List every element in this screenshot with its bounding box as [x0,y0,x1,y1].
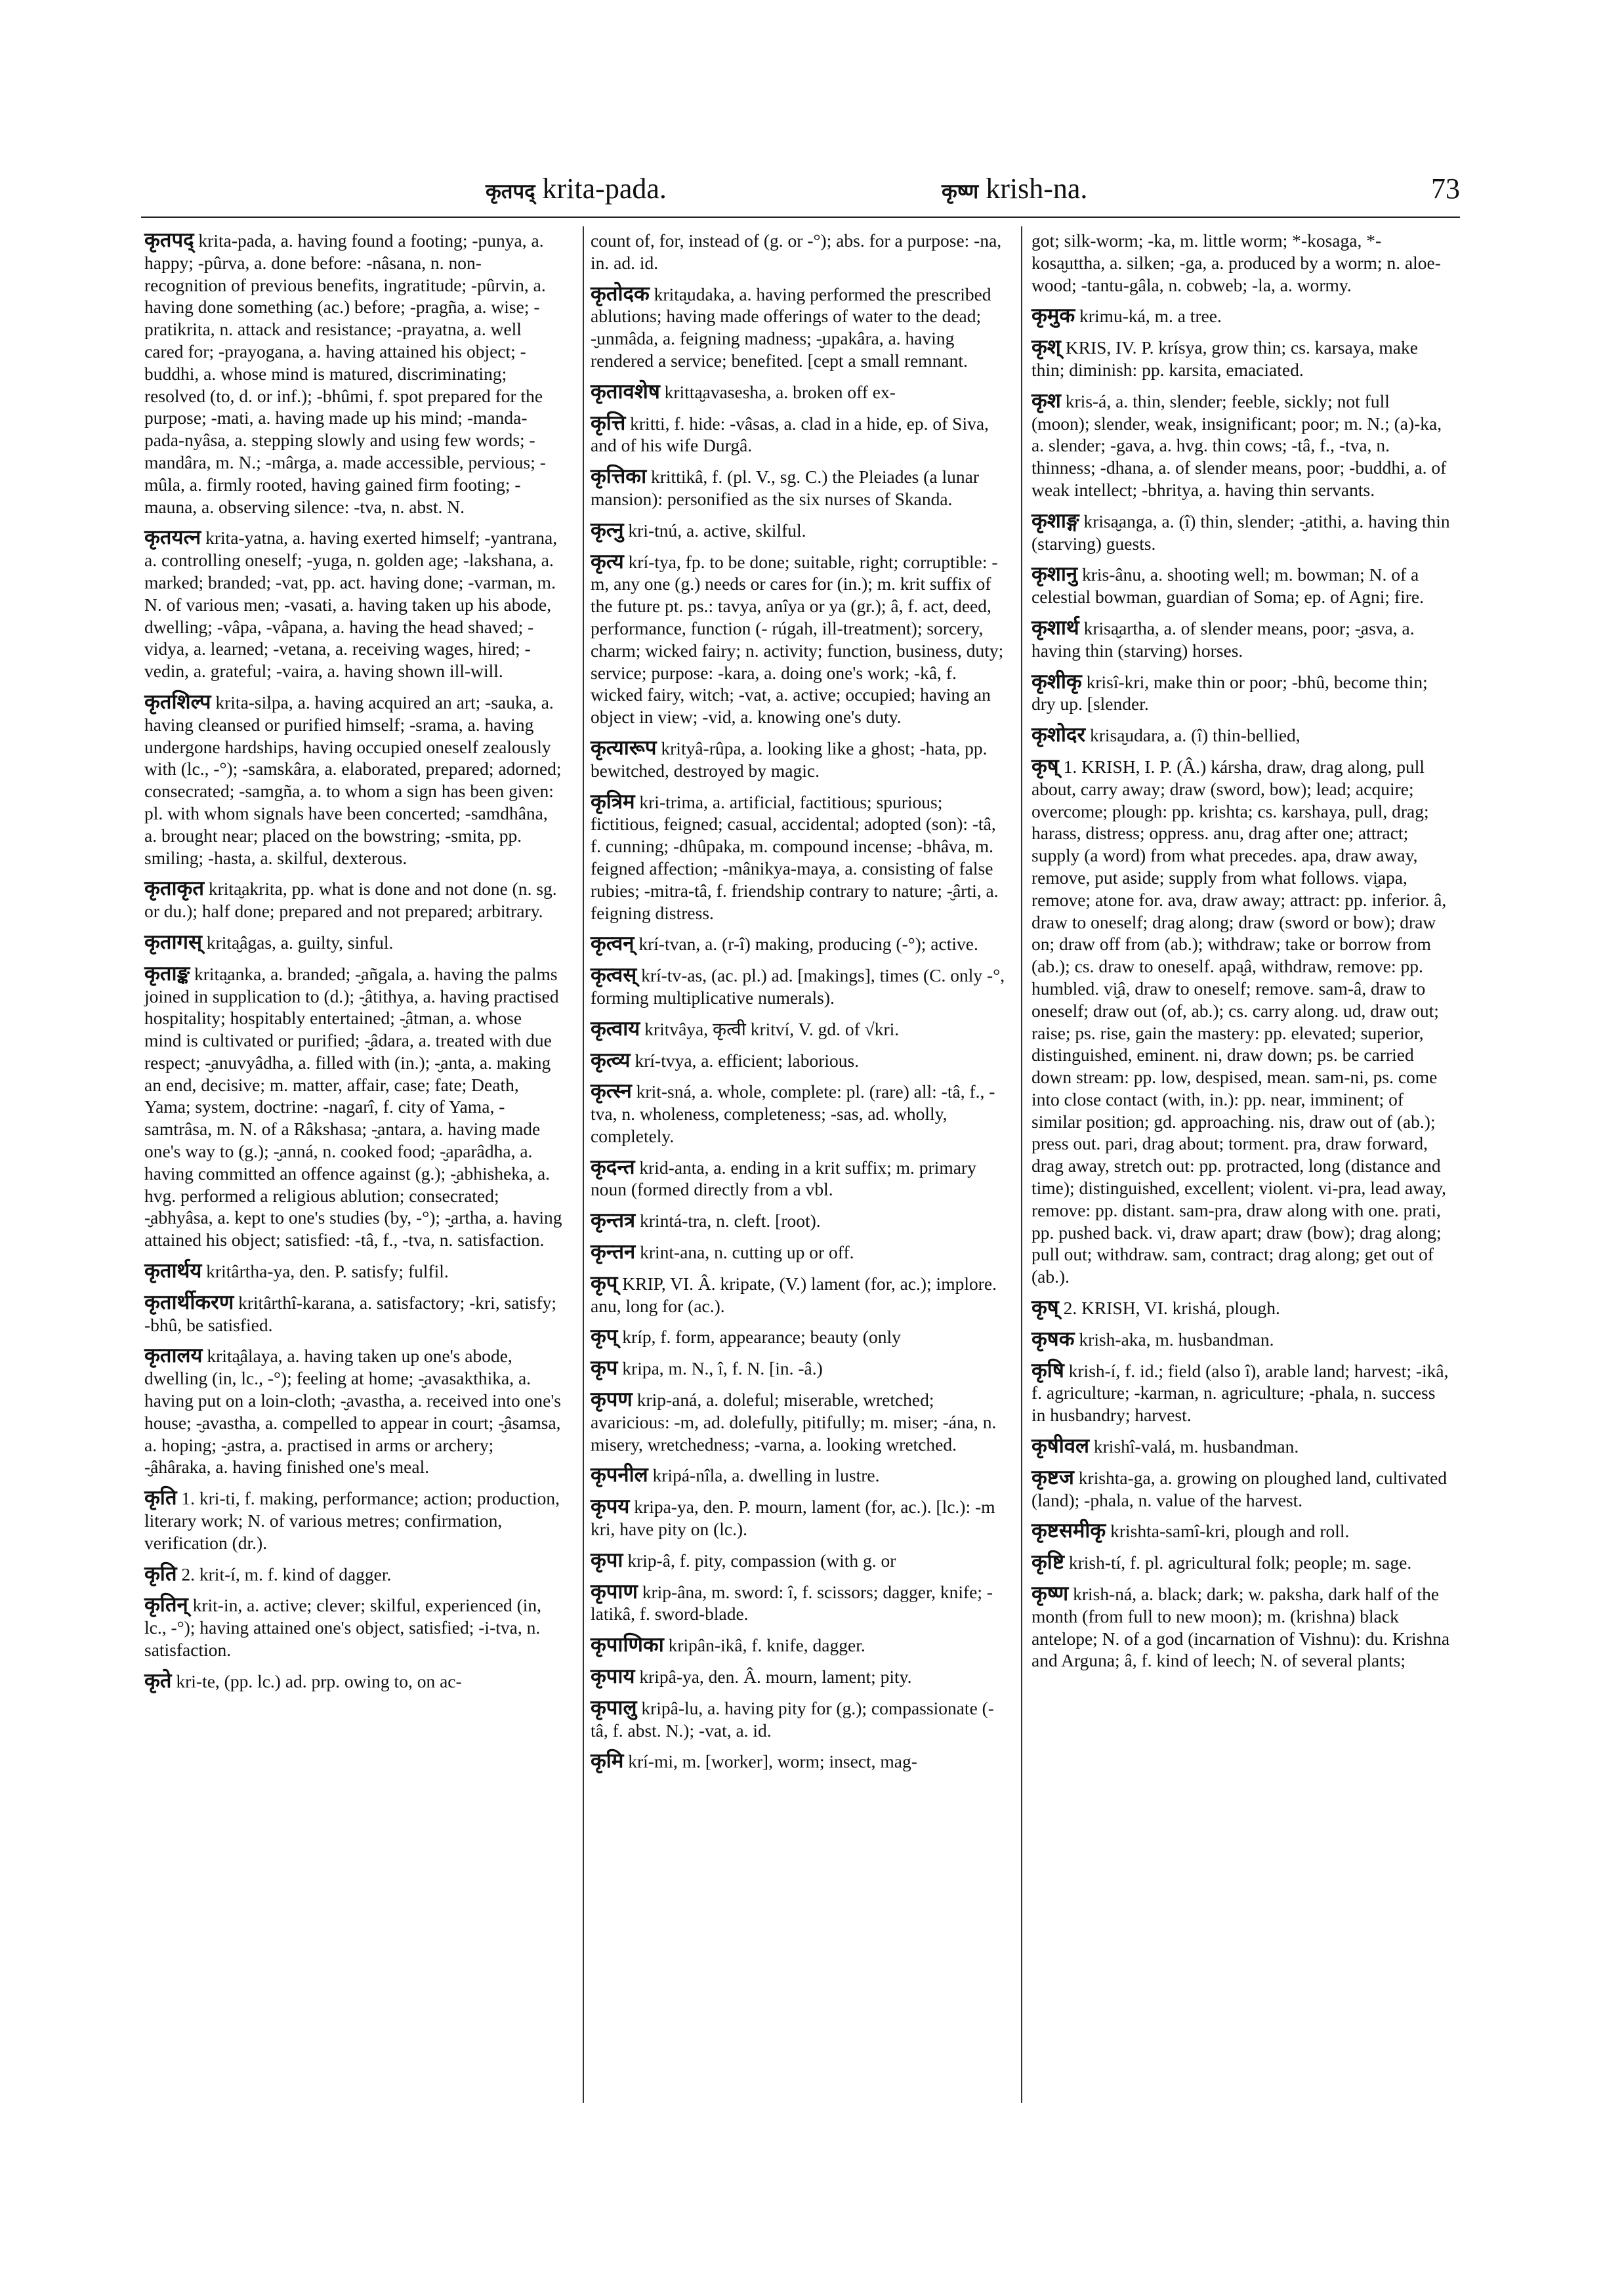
entry-definition-text: krish-tí, f. pl. agricultural folk; people; m. sage. [1068,1552,1412,1573]
entry-definition-text: KRIP, VI. Â. kripate, (V.) lament (for, ac.); implore. anu, long for (ac.). [591,1273,997,1316]
dictionary-entry [1031,1467,1450,1512]
dictionary-entry [144,1670,563,1693]
dictionary-entry [1031,671,1450,716]
dictionary-entry [591,1157,1009,1201]
entry-headword-devanagari: कृतयत्न [144,526,201,550]
entry-headword-devanagari: कृत्तिका [591,465,647,489]
dictionary-entry [1031,724,1450,747]
entry-definition-text: krita-pada, a. having found a footing; -punya, a. happy; -pûrva, a. done before: -nâsana, n. non-recognition of previous benefits, ingratitude; -pûrvin, a. having done something (ac.) before; -pragña, a. wise; -pratikrita, n. attack and resistance; -prayatna, a. well cared for; -prayogana, a. having attained his object; -buddhi, a. whose mind is matured, discriminating; resolved (to, d. or inf.); -bhûmi, f. spot prepared for the purpose; -mati, a. having made up his mind; -manda-pada-nyâsa, a. stepping slowly and using few words; -mandâra, m. N.; -mârga, a. made accessible, pervious; -mûla, a. firmly rooted, having gained firm footing; -mauna, a. observing silence: -tva, n. abst. N. [144,230,546,517]
dictionary-entry [1031,1552,1450,1574]
dictionary-entry [591,1666,1009,1688]
entry-headword-devanagari: कृष्टि [1031,1550,1064,1575]
entry-definition-text: krint-ana, n. cutting up or off. [640,1242,854,1263]
dictionary-entry [591,230,1009,274]
entry-headword-devanagari: कृष्टसमीकृ [1031,1519,1106,1543]
dictionary-entry [591,1581,1009,1626]
entry-headword-devanagari: कृशीकृ [1031,669,1082,693]
header-left-translit: krita-pada. [542,173,667,205]
dictionary-entry [1031,1329,1450,1351]
dictionary-entry [144,527,563,682]
dictionary-entry [1031,1297,1450,1319]
entry-headword-devanagari: कृष्टज [1031,1465,1074,1489]
entry-headword-devanagari: कृमुक [1031,304,1075,328]
entry-definition-text: count of, for, instead of (g. or -°); abs. for a purpose: -na, in. ad. id. [591,230,1002,273]
column-2 [591,230,1009,1782]
entry-definition-text: kri-te, (pp. lc.) ad. prp. owing to, on ac- [176,1670,462,1691]
entry-headword-devanagari: कृपालु [591,1695,637,1720]
entry-definition-text: krí-tya, fp. to be done; suitable, right; corruptible: -m, any one (g.) needs or cares for (in.); m. krit suffix of the future pt. ps.: tavya, anîya or ya (gr.); â, f. act, deed, performance, function (- rúgah, ill-treatment); sorcery, charm; wicked fairy; n. activity; function, business, duty; service; purpose: -kara, a. doing one's work; -kâ, f. wicked fairy, witch; -vat, a. active; occupied; having an object in view; -vid, a. knowing one's duty. [591,551,1004,728]
entry-definition-text: kríp, f. form, appearance; beauty (only [622,1327,901,1348]
entry-headword-devanagari: कृदन्त [591,1155,635,1179]
dictionary-entry [1031,1520,1450,1542]
entry-definition-text: krisa̮anga, a. (î) thin, slender; -̮atithi, a. having thin (starving) guests. [1031,510,1450,554]
dictionary-entry [591,1050,1009,1072]
entry-definition-text: 2. KRISH, VI. krishá, plough. [1063,1298,1280,1319]
dictionary-entry [591,1241,1009,1264]
entry-headword-devanagari: कृत्य [591,549,624,573]
dictionary-entry [591,933,1009,955]
entry-headword-devanagari: कृतपद् [144,228,194,252]
entry-definition-text: krip-â, f. pity, compassion (with g. or [627,1550,896,1571]
entry-headword-devanagari: कृतशिल्प [144,690,211,714]
entry-headword-devanagari: कृत्ति [591,411,626,435]
entry-headword-devanagari: कृन्तत्र [591,1209,636,1233]
entry-definition-text: krish-ná, a. black; dark; w. paksha, dark half of the month (from full to new moon); m. (krishna) black antelope; N. of a god (incarnation of Vishnu): du. Krishna and Arguna; â, f. kind of leech; N. of several plants; [1031,1584,1450,1671]
dictionary-entry [591,1634,1009,1657]
entry-definition-text: krip-aná, a. doleful; miserable, wretched; avaricious: -m, ad. dolefully, pitifully; m. miser; -ána, n. misery, wretchedness; -varna, a. looking wretched. [591,1390,997,1455]
dictionary-entry [1031,305,1450,327]
entry-headword-devanagari: कृषक [1031,1327,1075,1351]
entry-definition-text: krí-tvan, a. (r-î) making, producing (-°); active. [638,934,978,955]
entry-definition-text: kripa-ya, den. P. mourn, lament (for, ac.). [lc.): -m kri, have pity on (lc.). [591,1497,995,1540]
entry-definition-text: kripá-nîla, a. dwelling in lustre. [652,1465,880,1486]
entry-headword-devanagari: कृत्नु [591,518,624,542]
entry-definition-text: krityâ-rûpa, a. looking like a ghost; -hata, pp. bewitched, destroyed by magic. [591,737,988,781]
dictionary-entry [591,1496,1009,1540]
header-left-term [486,172,667,205]
entry-definition-text: krishta-samî-kri, plough and roll. [1110,1521,1350,1542]
entry-definition-text: 2. krit-í, m. f. kind of dagger. [181,1563,392,1584]
dictionary-entry [1031,510,1450,555]
dictionary-entry [144,1260,563,1283]
entry-definition-text: krishî-valá, m. husbandman. [1093,1436,1299,1457]
entry-headword-devanagari: कृतार्थय [144,1259,202,1283]
entry-headword-devanagari: कृतोदक [591,281,650,306]
entry-definition-text: krintá-tra, n. cleft. [root). [640,1210,821,1231]
entry-headword-devanagari: कृत्स्न [591,1079,632,1104]
dictionary-entry [591,283,1009,372]
dictionary-entry [1031,337,1450,381]
dictionary-entry [591,1081,1009,1147]
dictionary-entry [591,1697,1009,1742]
header-center-translit: krish-na. [986,173,1088,205]
entry-definition-text: KRIS, IV. P. krísya, grow thin; cs. karsaya, make thin; diminish: pp. karsita, emaciated. [1031,337,1418,380]
dictionary-entry [591,737,1009,782]
dictionary-entry [1031,564,1450,608]
entry-definition-text: krí-tvya, a. efficient; laborious. [635,1050,860,1071]
dictionary-entry [591,964,1009,1009]
entry-headword-devanagari: कृत्रिम [591,789,635,814]
running-header [141,172,1460,211]
entry-definition-text: kripân-ikâ, f. knife, dagger. [668,1635,865,1656]
entry-headword-devanagari: कृते [144,1668,172,1693]
entry-definition-text: krittikâ, f. (pl. V., sg. C.) the Pleiades (a lunar mansion): personified as the six nurses of Skanda. [591,466,979,509]
entry-headword-devanagari: कृषि [1031,1358,1064,1382]
entry-headword-devanagari: कृतिन् [144,1593,188,1617]
entry-headword-devanagari: कृश् [1031,335,1061,360]
dictionary-entry [1031,1583,1450,1672]
dictionary-entry [591,413,1009,457]
entry-headword-devanagari: कृतालय [144,1344,203,1368]
dictionary-entry [591,1750,1009,1773]
entry-headword-devanagari: कृत्वस् [591,963,637,987]
entry-definition-text: krish-í, f. id.; field (also î), arable land; harvest; -ikâ, f. agriculture; -karman, n. agriculture; -phala, n. success in husbandry; harvest. [1031,1360,1449,1426]
dictionary-entry [591,1210,1009,1232]
entry-headword-devanagari: कृशानु [1031,562,1078,587]
entry-headword-devanagari: कृपाय [591,1664,635,1689]
entry-headword-devanagari: कृश [1031,388,1061,413]
entry-definition-text: krita-silpa, a. having acquired an art; -sauka, a. having cleansed or purified himself; -srama, a. having undergone hardships, having occupied oneself zealously with (lc., -°); -samskâra, a. elaborated, prepared; adorned; consecrated; -samgña, a. to whom a sign has been given: pl. with whom signals have been concerted; -samdhâna, a. brought near; placed on the bowstring; -smita, pp. smiling; -hasta, a. skilful, dexterous. [144,692,562,868]
entry-definition-text: kri-trima, a. artificial, factitious; spurious; fictitious, feigned; casual, accidental; adopted (son): -tâ, f. cunning; -dhûpaka, m. compound incense; -bhâva, m. feigned affection; -mânikya-maya, a. consisting of false rubies; -mitra-tâ, f. friendship contrary to nature; -̮ârti, a. feigning distress. [591,791,999,923]
entry-headword-devanagari: कृत्वाय [591,1016,640,1041]
dictionary-entry [591,1018,1009,1041]
entry-definition-text: krimu-ká, m. a tree. [1079,306,1222,327]
entry-definition-text: kri-tnú, a. active, skilful. [628,520,806,541]
entry-definition-text: 1. kri-ti, f. making, performance; action; production, literary work; N. of various metres; confirmation, verification (dr.). [144,1488,560,1553]
entry-definition-text: kritti, f. hide: -vâsas, a. clad in a hide, ep. of Siva, and of his wife Durgâ. [591,413,989,456]
dictionary-entry [591,1464,1009,1487]
entry-headword-devanagari: कृशाङ्ग [1031,508,1079,533]
dictionary-entry [144,1487,563,1554]
entry-headword-devanagari: कृषीवल [1031,1434,1090,1458]
entry-headword-devanagari: कृपाण [591,1579,638,1603]
dictionary-entry [591,1550,1009,1572]
dictionary-entry [144,230,563,518]
entry-definition-text: krita-yatna, a. having exerted himself; -yantrana, a. controlling oneself; -yuga, n. golden age; -lakshana, a. marked; branded; -vat, pp. act. having done; -varman, m. N. of various men; -vasati, a. having taken up his abode, dwelling; -vâpa, -vâpana, a. having the head shaved; -vidya, a. learned; -vetana, a. receiving wages, hired; -vedin, a. grateful; -vaira, a. having shown ill-will. [144,527,558,682]
entry-headword-devanagari: कृपा [591,1548,623,1572]
dictionary-entry [591,1357,1009,1380]
entry-definition-text: 1. KRISH, I. P. (Â.) kársha, draw, drag along, pull about, carry away; draw (sword, bow); lead; acquire; overcome; plough: pp. krishta; cs. karshaya, pull, drag; harass, distress; oppress. anu, drag after one; attract; supply (a word) from what precedes. apa, draw away, remove, put aside; supply from what follows. vi̮apa, remove; atone for. ava, draw away; attract: pp. inferior. â, draw to oneself; drag along; draw (sword or bow); draw on; draw off from (ab.); withdraw; take or borrow from (ab.); cs. draw to oneself. apa̮â, withdraw, remove: pp. humbled. vi̮â, draw to oneself; remove. sam-â, draw to oneself; draw out (of, ab.); cs. carry along. ud, draw out; raise; ps. rise, gain the mastery: pp. elevated; superior, distinguished, eminent. ni, draw down; ps. be carried down stream: pp. low, despised, mean. sam-ni, ps. come into close contact (with, in.): pp. near, imminent; of similar position; gd. approaching. nis, draw out of (ab.); press out. pari, drag about; torment. pra, draw forward, drag away, stretch out: pp. protracted, long (distance and time); distinguished, excellent; violent. vi-pra, lead away, remove: pp. distant. sam-pra, draw along with one. prati, pp. pushed back. vi, draw apart; draw (bow); drag along; pull out; withdraw. sam, contract; drag along; get out of (ab.). [1031,756,1447,1287]
entry-headword-devanagari: कृशार्थ [1031,615,1079,640]
entry-definition-text: kripâ-lu, a. having pity for (g.); compassionate (-tâ, f. abst. N.); -vat, a. id. [591,1697,994,1741]
entry-definition-text: kris-ânu, a. shooting well; m. bowman; N. of a celestial bowman, guardian of Soma; ep. of Agni; fire. [1031,564,1424,608]
dictionary-entry [144,963,563,1251]
entry-definition-text: krisî-kri, make thin or poor; -bhû, become thin; dry up. [slender. [1031,671,1428,714]
dictionary-entry [591,381,1009,403]
page-number: 73 [1431,173,1460,205]
entry-headword-devanagari: कृप् [591,1325,618,1349]
dictionary-entry [1031,617,1450,662]
entry-headword-devanagari: कृप [591,1356,618,1380]
entry-definition-text: got; silk-worm; -ka, m. little worm; *-kosaga, *-kosa̮uttha, a. silken; -ga, a. produced by a worm; n. aloe-wood; -tantu-gâla, n. cobweb; -la, a. wormy. [1031,230,1441,295]
entry-definition-text: krita̮udaka, a. having performed the prescribed ablutions; having made offerings of water to the dead; -̮unmâda, a. feigning madness; -̮upakâra, a. having rendered a service; benefited. [cept a small remnant. [591,283,991,371]
entry-definition-text: krit-sná, a. whole, complete: pl. (rare) all: -tâ, f., -tva, n. wholeness, completeness; -sas, ad. wholly, completely. [591,1081,995,1146]
entry-headword-devanagari: कृताकृत [144,877,204,901]
entry-definition-text: krish-aka, m. husbandman. [1079,1329,1274,1350]
entry-definition-text: kritârtha-ya, den. P. satisfy; fulfil. [206,1261,449,1282]
entry-headword-devanagari: कृन्तन [591,1240,636,1264]
dictionary-entry [144,1292,563,1336]
entry-definition-text: krip-âna, m. sword: î, f. scissors; dagger, knife; -latikâ, f. sword-blade. [591,1581,993,1624]
dictionary-entry [144,1594,563,1661]
dictionary-entry [144,932,563,954]
entry-headword-devanagari: कृपाणिका [591,1633,664,1657]
entry-headword-devanagari: कृष् [1031,1296,1059,1320]
entry-definition-text: kritârthî-karana, a. satisfactory; -kri, satisfy; -bhû, be satisfied. [144,1292,557,1335]
dictionary-entry [591,1389,1009,1455]
entry-definition-text: krishta-ga, a. growing on ploughed land, cultivated (land); -phala, n. value of the harvest. [1031,1467,1447,1510]
entry-headword-devanagari: कृमि [591,1749,624,1773]
entry-headword-devanagari: कृष् [1031,754,1059,778]
entry-definition-text: krisa̮udara, a. (î) thin-bellied, [1089,725,1301,746]
entry-definition-text: krita̮âgas, a. guilty, sinful. [206,932,394,953]
entry-headword-devanagari: कृपय [591,1495,630,1519]
dictionary-entry [144,1345,563,1478]
entry-headword-devanagari: कृष्ण [1031,1582,1069,1606]
dictionary-entry [1031,1436,1450,1458]
entry-definition-text: krisa̮artha, a. of slender means, poor; -̮asva, a. having thin (starving) horses. [1031,617,1415,661]
column-1 [144,230,563,1702]
header-left-devanagari: कृतपद् [486,180,535,203]
dictionary-entry [1031,230,1450,296]
dictionary-entry [144,1563,563,1586]
dictionary-entry [1031,390,1450,501]
entry-headword-devanagari: कृतार्थीकरण [144,1290,234,1314]
entry-headword-devanagari: कृपनील [591,1463,648,1487]
entry-definition-text: krit-in, a. active; clever; skilful, experienced (in, lc., -°); having attained one's object, satisfied; -i-tva, n. satisfaction. [144,1595,542,1661]
dictionary-entry [591,551,1009,728]
dictionary-entry [591,791,1009,924]
column-divider-1 [583,226,584,2103]
entry-definition-text: krid-anta, a. ending in a krit suffix; m. primary noun (formed directly from a vbl. [591,1157,976,1200]
dictionary-entry [1031,756,1450,1288]
header-center-term [942,172,1087,205]
entry-headword-devanagari: कृत्वन् [591,932,635,956]
entry-headword-devanagari: कृपण [591,1388,633,1412]
dictionary-entry [591,1273,1009,1317]
column-divider-2 [1021,226,1022,2103]
entry-definition-text: kritta̮avasesha, a. broken off ex- [664,381,896,402]
entry-definition-text: kripa, m. N., î, f. N. [in. -â.) [622,1358,823,1379]
header-rule [141,217,1460,218]
entry-definition-text: krita̮âlaya, a. having taken up one's abode, dwelling (in, lc., -°); feeling at home; -̮avasakthika, a. having put on a loin-cloth; -̮avastha, a. received into one's house; -̮avastha, a. compelled to appear in court; -̮âsamsa, a. hoping; -̮astra, a. practised in arms or archery; -̮âhâraka, a. having finished one's meal. [144,1346,561,1478]
entry-definition-text: kripâ-ya, den. Â. mourn, lament; pity. [639,1666,912,1687]
dictionary-entry [591,466,1009,510]
entry-definition-text: kris-á, a. thin, slender; feeble, sickly; not full (moon); slender, weak, insignificant; poor; m. N.; (a)-ka, a. slender; -gava, a. hvg. thin cows; -tâ, f., -tva, n. thinness; -dhana, a. of slender means, poor; -buddhi, a. of weak intellect; -bhritya, a. having thin servants. [1031,390,1447,500]
entry-definition-text: krita̮akrita, pp. what is done and not done (n. sg. or du.); half done; prepared and not prepared; arbitrary. [144,879,557,922]
entry-headword-devanagari: कृत्यारूप [591,735,657,760]
entry-definition-text: krí-tv-as, (ac. pl.) ad. [makings], times (C. only -°, forming multiplicative numerals). [591,965,1005,1008]
entry-definition-text: krita̮anka, a. branded; -̮añgala, a. having the palms joined in supplication to (d.); -̮âtithya, a. having practised hospitality; hospitably entertained; -̮âtman, a. whose mind is cultivated or purified; -̮âdara, a. treated with due respect; -̮anuvyâdha, a. filled with (in.); -̮anta, a. making an end, decisive; m. matter, affair, case; fate; Death, Yama; system, doctrine: -nagarî, f. city of Yama, -samtrâsa, m. N. of a Râkshasa; -̮antara, a. having made one's way to (g.); -̮anná, n. cooked food; -̮aparâdha, a. having committed an offence against (g.); -̮abhisheka, a. hvg. performed a religious ablution; consecrated; -̮abhyâsa, a. kept to one's studies (by, -°); -̮artha, a. having attained his object; satisfied: -tâ, f., -tva, n. satisfaction. [144,963,562,1251]
entry-headword-devanagari: कृति [144,1486,177,1510]
entry-headword-devanagari: कृत्व्य [591,1048,631,1072]
dictionary-entry [144,692,563,869]
entry-headword-devanagari: कृताङ्क [144,961,190,985]
dictionary-entry [591,1326,1009,1348]
entry-headword-devanagari: कृतावशेष [591,379,660,403]
dictionary-entry [591,520,1009,542]
entry-headword-devanagari: कृति [144,1561,177,1586]
entry-definition-text: krí-mi, m. [worker], worm; insect, mag- [628,1751,917,1772]
dictionary-entry [1031,1360,1450,1426]
dictionary-entry [144,878,563,922]
header-center-devanagari: कृष्ण [942,180,979,203]
entry-headword-devanagari: कृशोदर [1031,723,1086,747]
entry-definition-text: kritvâya, कृत्वी kritví, V. gd. of √kri. [644,1018,900,1039]
column-3 [1031,230,1450,1681]
entry-headword-devanagari: कृप् [591,1271,618,1295]
entry-headword-devanagari: कृतागस् [144,930,202,954]
